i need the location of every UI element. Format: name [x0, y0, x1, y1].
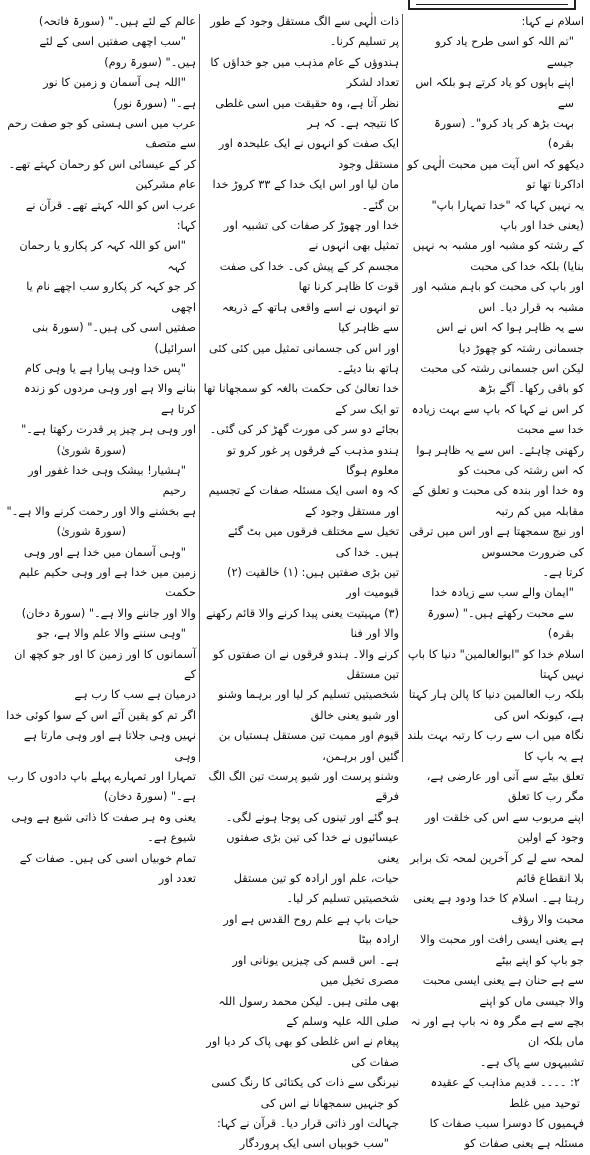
text-line: اور اس کی جسمانی تمثیل میں کئی کئی ہاتھ بنا دیئے۔ — [208, 341, 399, 375]
text-line: پیغام نے اس غلطی کو بھی پاک کر دیا اور صفات کی — [206, 1035, 399, 1069]
header-ornament-box — [408, 0, 576, 10]
text-line: کرنے والا۔ ہندو فرقوں نے ان صفتوں کو تین مستقل — [212, 647, 399, 681]
text-line: دیکھو کہ اس آیت میں محبت الٰہی کو اداکرنا تھا تو — [407, 157, 584, 192]
text-line: بجائے دو سر کی مورت گھڑ کر کی گئی۔ — [209, 423, 399, 437]
column-divider — [199, 14, 200, 762]
text-line: تعلق بیٹے سے آنی اور عارضی ہے، مگر رب کا تعلق — [426, 770, 584, 804]
text-line: اور نیچ سمجھتا ہے اور اس میں ترقی کی ضرورت محسوس — [409, 525, 584, 559]
text-line: "وہی آسمان میں خدا ہے اور وہی — [24, 545, 186, 559]
text-line: کر اس نے کہا کہ باپ سے بہت زیادہ خدا سے محبت — [411, 402, 584, 437]
text-line: اسلام نے کہا: — [521, 15, 584, 28]
text-line: زمین میں خدا ہے اور وہی حکیم علیم حکمت — [18, 565, 196, 600]
text-column-middle — [203, 12, 399, 1151]
text-line: (سورۃ شوریٰ) — [56, 525, 126, 539]
text-line: جہالت اور ذاتی قرار دیا۔ قرآن نے کہا: — [216, 1116, 399, 1130]
text-line: وہ خدا اور بندہ کی محبت و تعلق کے مقابلہ میں کم رتبہ — [412, 484, 584, 518]
text-line: ہو گئے اور تینوں کی پوجا ہونے لگی۔ — [225, 810, 399, 824]
text-line: نگاہ میں اب سے رب کا رتبہ بہت بلند ہے یہ باپ کا — [407, 729, 584, 763]
text-column-right — [406, 12, 584, 1151]
text-line: صفتیں اسی کی ہیں۔" (سورۃ بنی اسرائیل) — [32, 321, 196, 355]
text-line: مجسم کر کے پیش کی۔ خدا کی صفت قوت کا ظاہر کرنا تھا — [219, 259, 399, 294]
text-line: سے یہ ظاہر ہوا کہ اس نے اس جسمانی رشتہ کو چھوڑ دیا — [436, 321, 584, 355]
text-line: ذات الٰہی سے الگ مستقل وجود کے طور پر تسلیم کرنا۔ — [210, 15, 399, 49]
text-line: خدا اور چھوڑ کر صفات کی تشبیہ اور تمثیل بھی انہوں نے — [223, 219, 399, 253]
text-line: "ہشیار! بیشک وہی خدا غفور اور رحیم — [28, 463, 186, 498]
text-line: یعنی وہ ہر صفت کا ذاتی شیع ہے وہی شیوع ہے۔ — [11, 810, 196, 845]
text-line: "سب خوبیاں اسی ایک پروردگار — [239, 1137, 389, 1151]
text-line: اگر تم کو یقین آئے اس کے سوا کوئی خدا — [6, 708, 196, 722]
text-line: بھی ملتی ہیں۔ لیکن محمد رسول اللہ صلی اللہ علیہ وسلم کے — [218, 994, 399, 1028]
text-line: درمیان ہے سب کا رب ہے — [74, 688, 196, 702]
text-line: نیرنگی سے ذات کی یکتائی کا رنگ کسی کو جنہیں سمجھانا نے اس کی — [211, 1076, 399, 1110]
text-line: اپنے مربوب سے اس کی خلقت اور وجود کے اولین — [424, 810, 584, 845]
text-line: ہے۔ اس قسم کی چیزیں یونانی اور مصری تخیل میں — [232, 953, 399, 988]
text-line: شخصیتیں تسلیم کر لیا اور برہما وشنو اور شیو یعنی خالق — [218, 688, 399, 722]
text-line: "پس خدا وہی پیارا ہے یا وہی کام — [24, 361, 186, 375]
text-line: ایک صفت کو انہوں نے ایک علیحدہ اور مستقل وجود — [218, 137, 399, 171]
text-line: بہت بڑھ کر یاد کرو"۔ (سورۃ بقرہ) — [434, 117, 574, 151]
text-line: تمہارا اور تمہارے پہلے باپ دادوں کا رب — [7, 770, 196, 784]
text-line: لمحہ سے لے کر آخرین لمحہ تک برابر بلا انقطاع قائم — [410, 851, 584, 886]
text-line: کہ وہ اسی ایک مسئلہ صفات کے تجسیم اور مستقل وجود کے — [208, 484, 399, 518]
text-line: ہیں۔" (سورۃ روم) — [104, 55, 196, 69]
text-line: حیات، علم اور ارادہ کو تین مستقل شخصیتیں تسلیم کر لیا۔ — [233, 872, 399, 906]
text-line: کرتا ہے۔ — [542, 565, 584, 579]
text-line: سے محبت رکھتے ہیں۔" (سورۃ بقرہ) — [427, 606, 574, 641]
text-line: ۲: ۔۔۔۔ قدیم مذاہب کے عقیدہ توحید میں غلط — [430, 1076, 580, 1110]
text-line: ہے۔" (سورۃ دخان) — [103, 790, 196, 804]
text-line: ہندو مذہب کے فرقوں پر غور کرو تو معلوم ہوگا — [226, 443, 399, 477]
text-line: ہے بخشنے والا اور رحمت کرنے والا ہے۔" — [6, 504, 196, 518]
text-line: حیات باپ ہے علم روح القدس ہے اور ارادہ بیٹا — [223, 912, 399, 947]
text-line: کر جو کہہ کر پکارو سب اچھے نام یا اچھی — [26, 280, 196, 314]
text-line: عرب اس کو اللہ کہتے تھے۔ قرآن نے کہا: — [25, 198, 196, 233]
text-line: عیسائیوں نے خدا کی تین بڑی صفتوں یعنی — [226, 831, 399, 865]
text-line: تخیل سے مختلف فرقوں میں بٹ گئے ہیں۔ خدا کی — [227, 525, 399, 559]
text-line: نظر آتا ہے، وہ حقیقت میں اسی غلطی کا نتیجہ ہے۔ کہ ہر — [215, 96, 399, 131]
text-line: رہتا ہے۔ اسلام کا خدا ودود ہے یعنی محبت والا رؤف — [413, 892, 584, 926]
text-line: تین بڑی صفتیں ہیں: (۱) خالقیت (۲) قیومیت اور — [227, 565, 399, 600]
text-line: رکھنی چاہئے۔ اس سے یہ ظاہر ہوا کہ اس رشتہ کی محبت کو — [416, 443, 584, 477]
text-line: ہے۔" (سورۃ نور) — [113, 96, 196, 110]
text-line: بچے سے ہے مگر وہ نہ باپ ہے اور نہ ماں بلکہ ان — [410, 1014, 584, 1049]
text-line: "اس کو اللہ کہہ کر پکارو یا رحمان کہہ — [19, 239, 186, 273]
text-line: عرب میں اسی ہستی کو جو صفت رحم سے متصف — [7, 117, 196, 151]
text-line: اسلام خدا کو "ابوالعالمین" دنیا کا باپ نہیں کہتا — [407, 647, 584, 681]
text-line: اپنے باپوں کو یاد کرتے ہو بلکہ اس سے — [415, 76, 574, 110]
text-line: "ایمان والے سب سے زیادہ خدا — [431, 586, 574, 600]
text-line: "وہی سننے والا علم والا ہے، جو — [37, 627, 186, 641]
text-line: تشبیہوں سے پاک ہے۔ — [479, 1055, 584, 1069]
text-line: مان لیا اور اس ایک خدا کے ۳۳ کروڑ خدا بن گئے۔ — [212, 178, 399, 212]
text-line: اور وہی ہر چیز پر قدرت رکھتا ہے۔" — [21, 423, 196, 437]
text-line: "تم اللہ کو اسی طرح یاد کرو جیسے — [435, 35, 574, 69]
text-line: یہ نہیں کہا کہ "خدا تمہارا باپ" (یعنی خدا اور باپ — [431, 198, 584, 233]
text-line: سے ہے حنان ہے یعنی ایسی محبت والا جیسی ماں کو اپنے — [422, 974, 584, 1008]
text-line: وشنو پرست اور شیو پرست تین الگ الگ فرقے — [208, 770, 399, 804]
text-line: بلکہ رب العالمین دنیا کا پالن ہار کہتا ہے، کیونکہ اس کی — [408, 688, 584, 722]
text-line: تمام خوبیاں اسی کی ہیں۔ صفات کے تعدد اور — [19, 851, 196, 886]
text-line: (سورۃ شوریٰ) — [56, 443, 126, 457]
text-line: قیوم اور ممیت تین مستقل ہستیاں بن گئیں اور برہمن، — [218, 729, 399, 763]
text-line: خدا تعالیٰ کی حکمت بالغہ کو سمجھانا تھا تو ایک سر کے — [203, 382, 399, 416]
text-line: (۳) مہیتیت یعنی پیدا کرنے والا قائم رکھنے والا اور فنا — [205, 606, 399, 641]
text-line: لیکن اس جسمانی رشتہ کی محبت کو باقی رکھا۔ آگے بڑھ — [420, 361, 584, 396]
text-line: عالم کے لئے ہیں۔" (سورۃ فاتحہ) — [38, 15, 196, 28]
text-line: والا اور جاننے والا ہے۔" (سورۃ دخان) — [21, 606, 196, 620]
text-line: نہیں وہی جلاتا ہے اور وہی مارتا ہے وہی — [23, 729, 196, 763]
text-line: "سب اچھی صفتیں اسی کے لئے — [39, 35, 186, 49]
text-line: فہمیوں کا دوسرا سبب صفات کا مسئلہ ہے یعنی صفات کو — [429, 1116, 584, 1151]
text-line: بنانے والا ہے اور وہی مردوں کو زندہ کرتا ہے — [23, 382, 196, 416]
column-divider — [402, 14, 403, 762]
text-column-left — [6, 12, 196, 886]
text-line: تو انہوں نے اسے واقعی ہاتھ کے ذریعہ سے ظاہر کیا — [221, 300, 399, 335]
text-line: "اللہ ہی آسمان و زمین کا نور — [43, 76, 186, 90]
text-line: ہے یعنی ایسی رافت اور محبت والا جو باپ کو اپنے بیٹے — [420, 933, 584, 967]
text-line: کے رشتہ کو مشبہ اور مشبہ بہ نہیں بنایا) بلکہ خدا کی محبت — [412, 239, 584, 273]
text-line: آسمانوں کا اور زمین کا اور جو کچھ ان کے — [14, 647, 196, 681]
text-line: اور باپ کی محبت کو باہم مشبہ اور مشبہ بہ قرار دیا۔ اس — [412, 280, 584, 314]
text-line: ہندوؤں کے عام مذہب میں جو خداؤں کا تعداد لشکر — [210, 55, 399, 90]
text-line: کر کے عیسائی اس کو رحمان کہتے تھے۔ عام مشرکین — [8, 157, 196, 192]
